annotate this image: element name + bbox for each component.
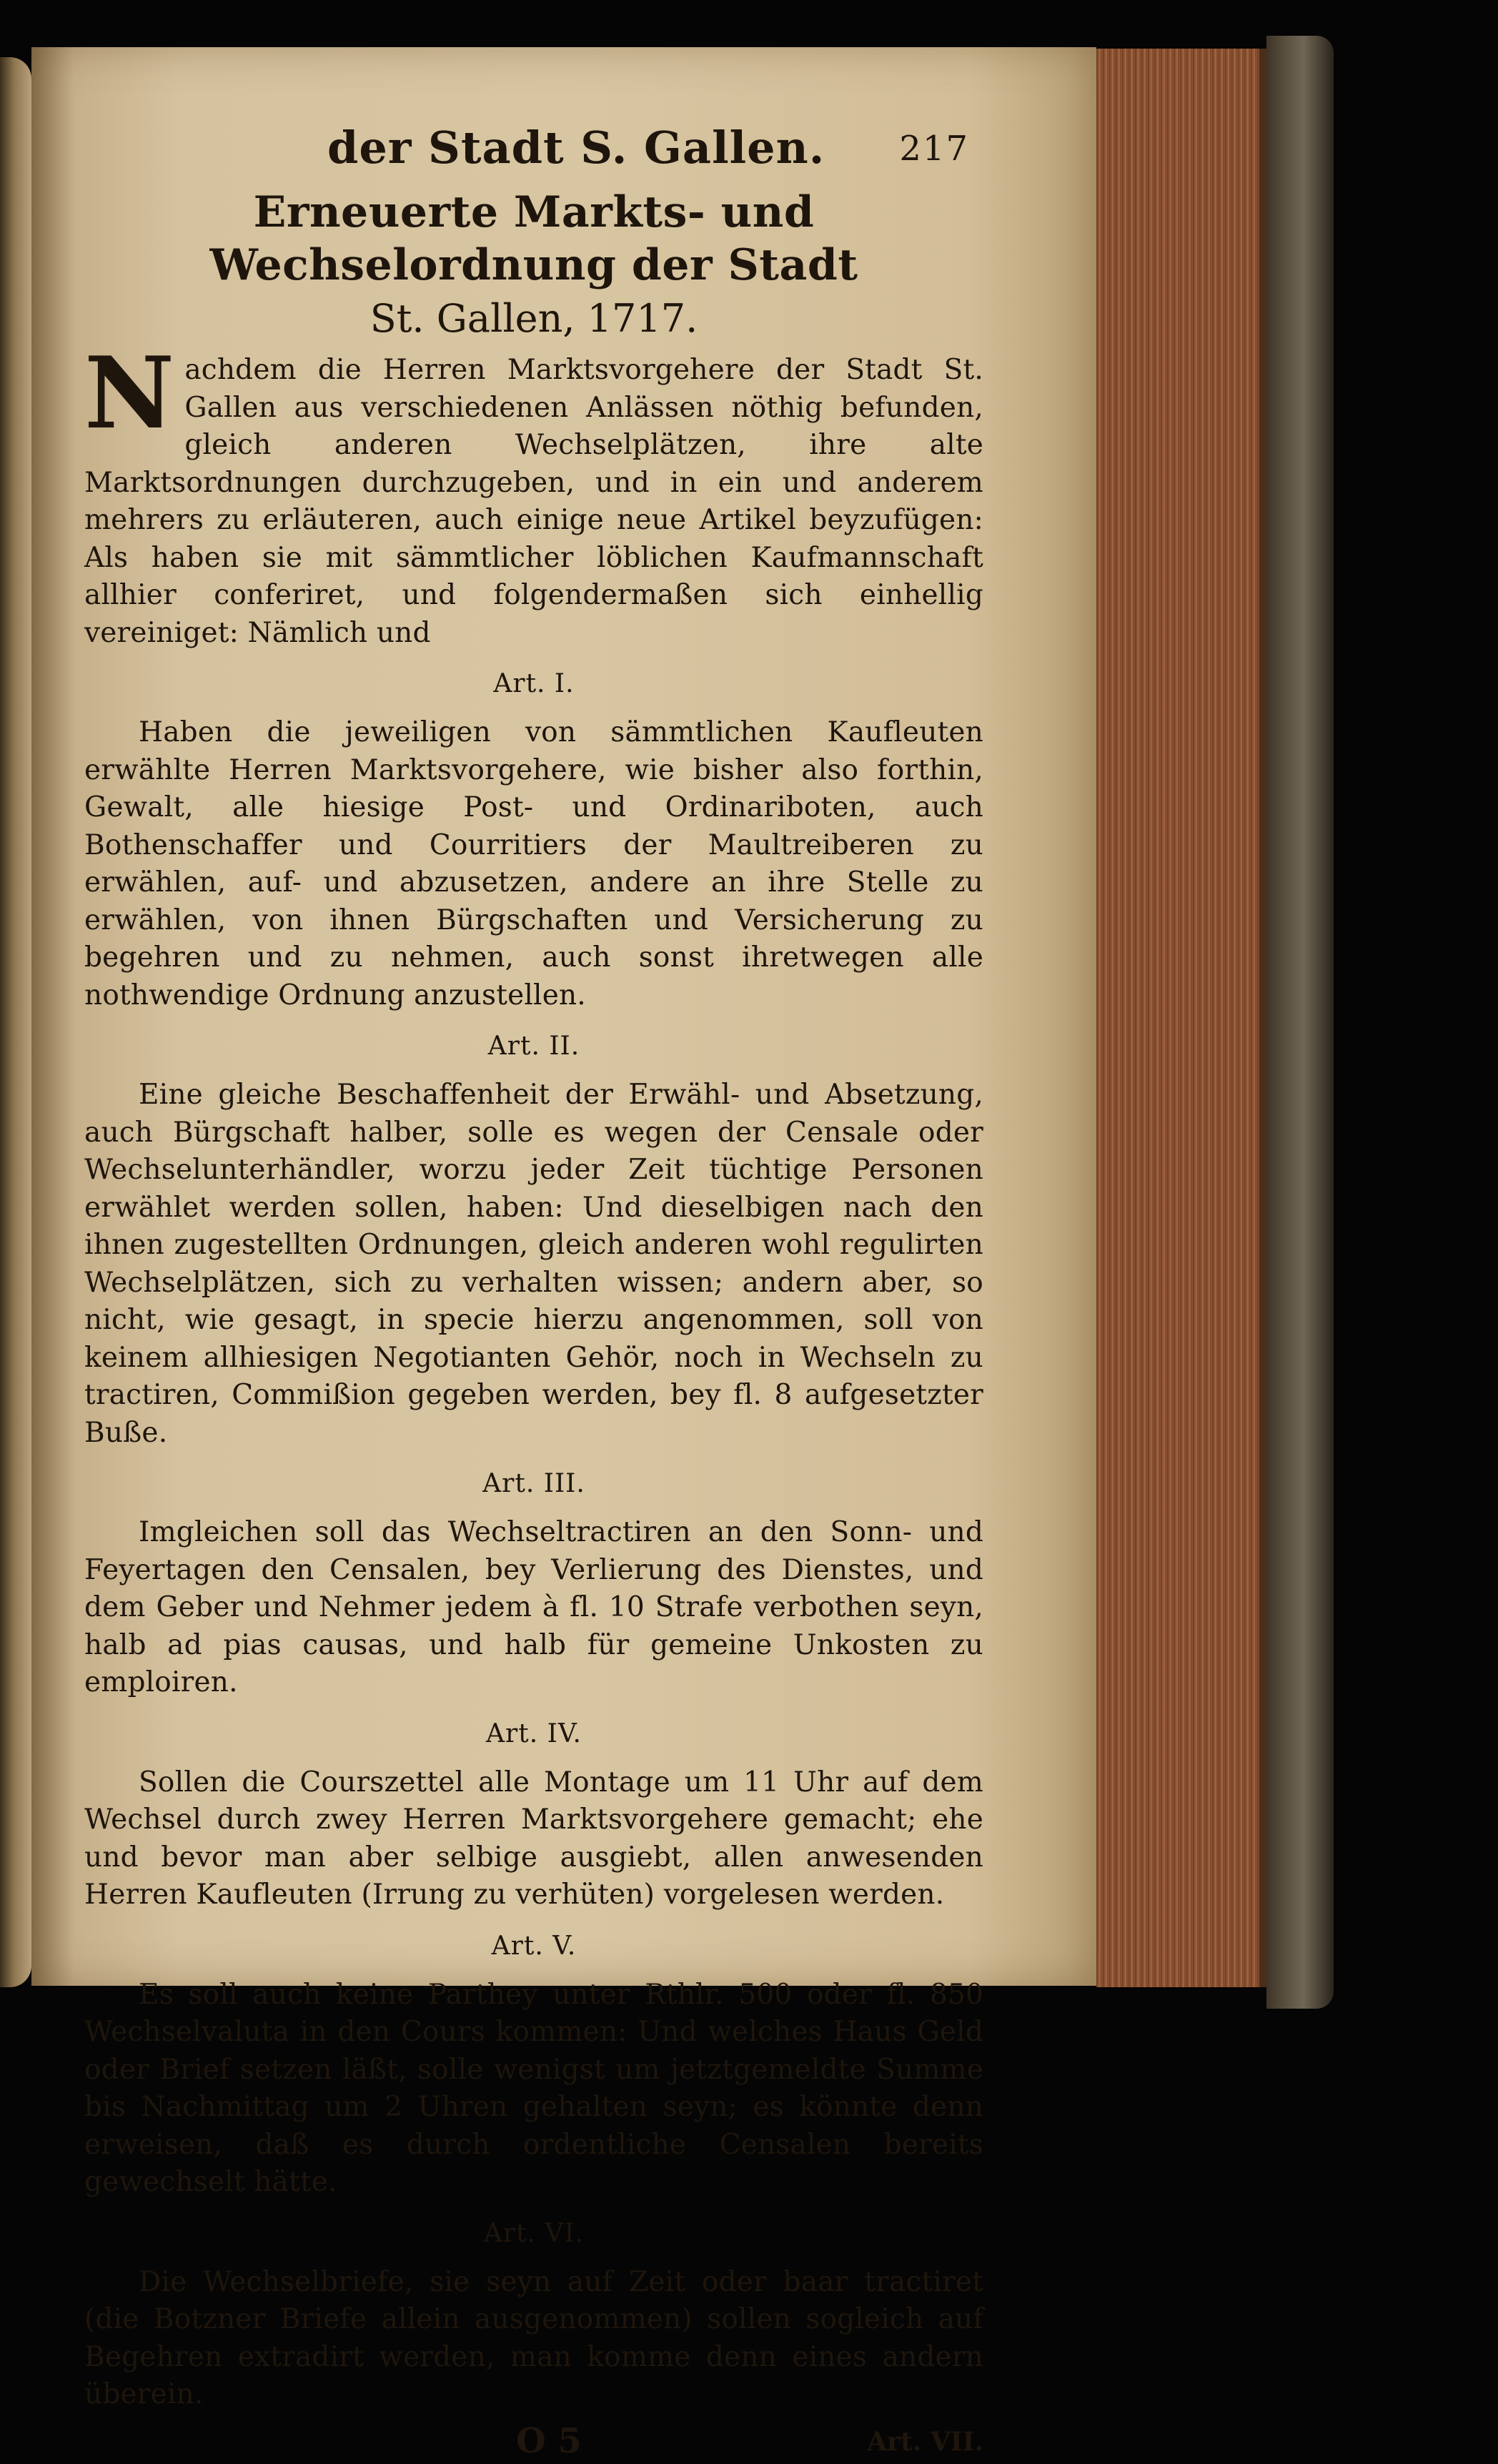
document-title: Erneuerte Markts- und Wechselordnung der Stadt [209, 187, 858, 290]
article-heading: Art. VI. [483, 2218, 585, 2248]
page-footer [84, 2421, 983, 2464]
signature-mark: O 5 [516, 2420, 582, 2461]
article-heading: Art. II. [487, 1031, 580, 1061]
article-heading: Art. IV. [486, 1718, 582, 1748]
article-heading: Art. V. [491, 1931, 577, 1961]
page-content [84, 122, 983, 2464]
page-block-edges [1096, 49, 1266, 1987]
article-heading: Art. III. [482, 1469, 585, 1498]
running-head [84, 122, 983, 186]
article-paragraph: Eine gleiche Beschaffenheit der Erwähl- und Absetzung, auch Bürgschaft halber, solle es wegen der Censale oder Wechselunterhändler, worzu jeder Zeit tüchtige Personen erwählet werden sollen, haben: Und dieselbigen nach den ihnen zugestellten Ordnungen, gleich anderen wohl regulirten Wechselplätzen, sich zu verhalten wissen; andern aber, so nicht, wie gesagt, in specie hierzu angenommen, soll von keinem allhiesigen Negotianten Gehör, noch in Wechseln zu tractiren, Commißion gegeben werden, bey fl. 8 aufgesetzter Buße. [84, 1079, 983, 1449]
article-paragraph: Sollen die Courszettel alle Montage um 11 Uhr auf dem Wechsel durch zwey Herren Marktsvorgehere gemacht; ehe und bevor man aber selbige ausgiebt, allen anwesenden Herren Kaufleuten (Irrung zu verhüten) vorgelesen werden. [84, 1766, 983, 1911]
article-paragraph: Die Wechselbriefe, sie seyn auf Zeit oder baar tractiret (die Botzner Briefe allein ausgenommen) sollen sogleich auf Begehren extradirt werden, man komme denn eines andern überein. [84, 2265, 983, 2410]
article-heading: Art. I. [493, 669, 575, 698]
catchword: Art. VII. [867, 2426, 983, 2457]
page-number: 217 [899, 129, 969, 169]
running-title: der Stadt S. Gallen. [327, 122, 825, 174]
document-subtitle: St. Gallen, 1717. [369, 296, 698, 341]
article-paragraph: Imgleichen soll das Wechseltractiren an den Sonn- und Feyertagen den Censalen, bey Verlierung des Dienstes, und dem Geber und Nehmer jedem à fl. 10 Strafe verbothen seyn, halb ad pias causas, und halb für gemeine Unkosten zu emploiren. [84, 1516, 983, 1698]
preamble-paragraph: Nachdem die Herren Marktsvorgehere der Stadt St. Gallen aus verschiedenen Anlässen nöthig befunden, gleich anderen Wechselplätzen, ihre alte Marktsordnungen durchzugeben, und in ein und anderem mehrers zu erläuteren, auch einige neue Artikel beyzufügen: Als haben sie mit sämmtlicher löblichen Kaufmannschaft allhier conferiret, und folgendermaßen sich einhellig vereiniget: Nämlich und [84, 335, 983, 649]
article-paragraph: Haben die jeweiligen von sämmtlichen Kaufleuten erwählte Herren Marktsvorgehere, wie bisher also forthin, Gewalt, alle hiesige Post- und Ordinariboten, auch Bothenschaffer und Courritiers der Maultreiberen zu erwählen, auf- und abzusetzen, andere an ihre Stelle zu erwählen, von ihnen Bürgschaften und Versicherung zu begehren und zu nehmen, auch sonst ihretwegen alle nothwendige Ordnung anzustellen. [84, 716, 983, 1011]
facing-page-edge [0, 57, 31, 1987]
book-cover-edge [1266, 36, 1334, 2009]
article-paragraph: Es soll auch keine Parthey unter Rthlr. 500 oder fl. 850 Wechselvaluta in den Cours kommen: Und welches Haus Geld oder Brief setzen läßt, solle wenigst um jetztgemeldte Summe bis Nachmittag um 2 Uhren gehalten seyn; es könnte denn erweisen, daß es durch ordentliche Censalen bereits gewechselt hätte. [84, 1978, 983, 2198]
